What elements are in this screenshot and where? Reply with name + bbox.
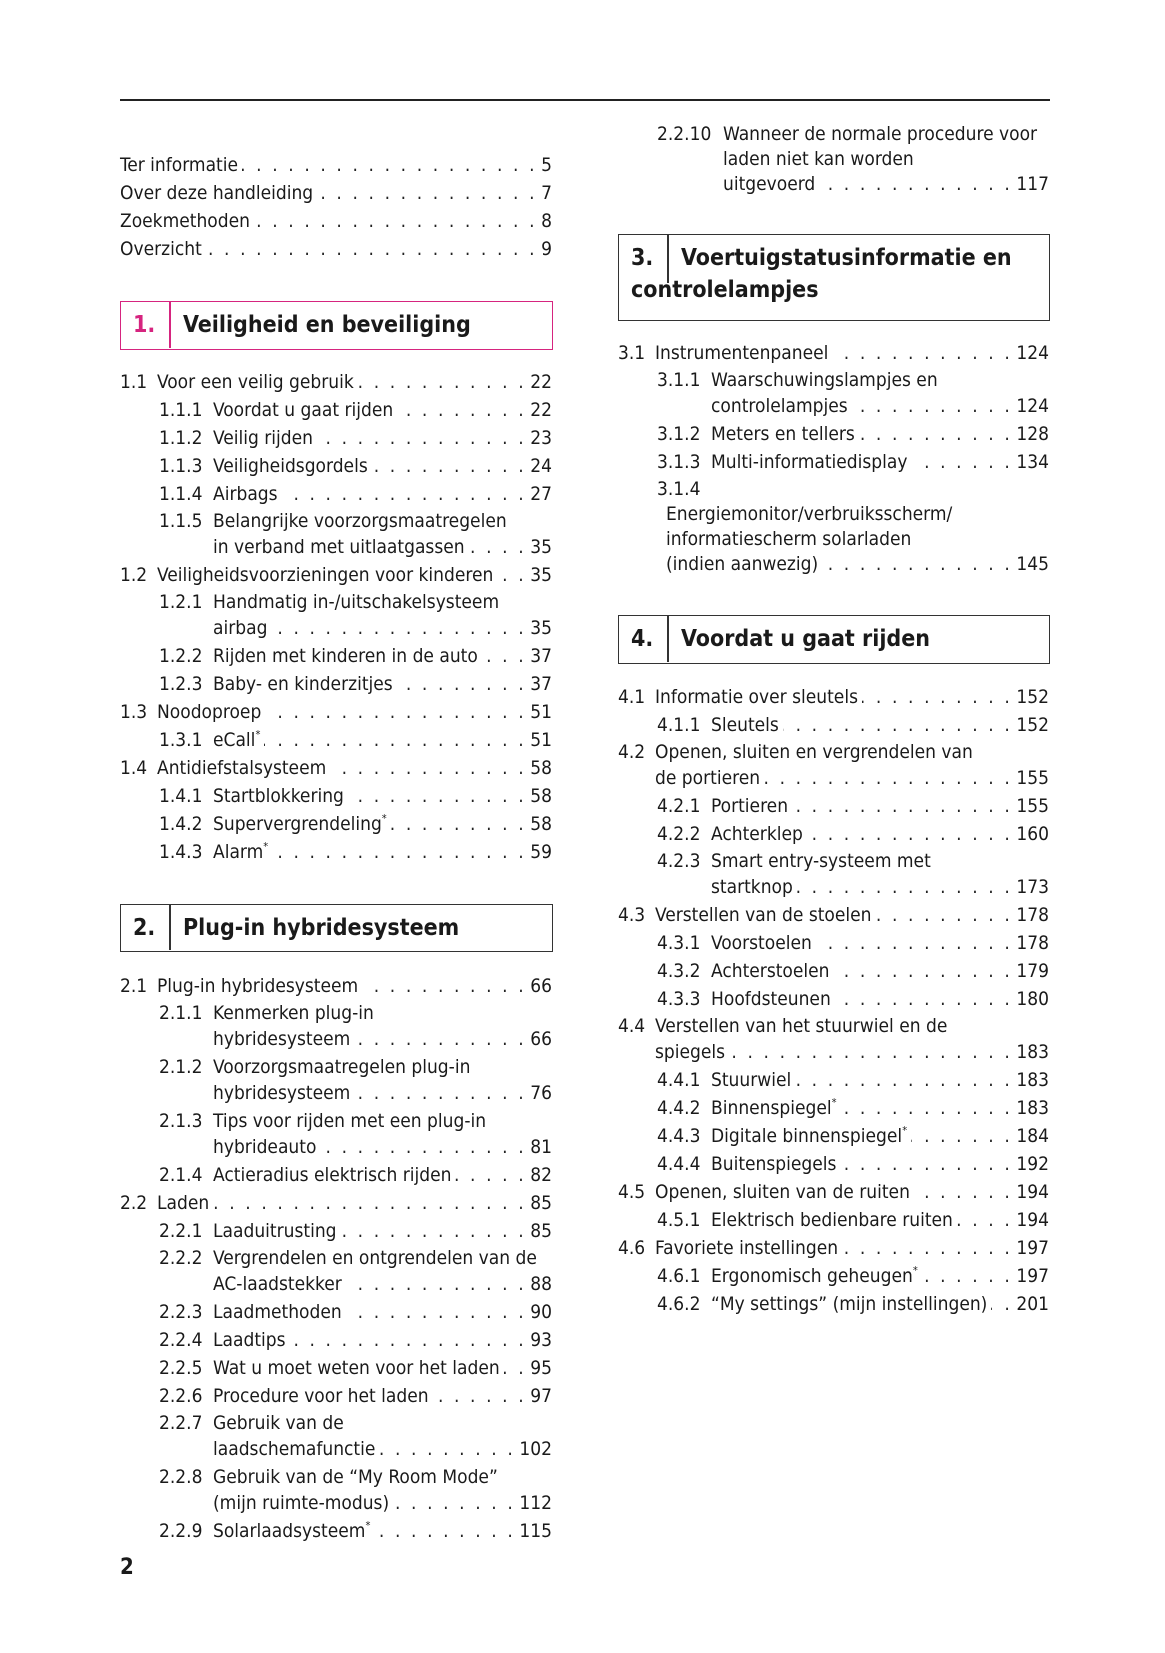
leader-dots: [379, 1435, 515, 1463]
toc-entry-2-2-4[interactable]: 2.2.4 Laadtips . . . 93: [159, 1326, 552, 1354]
leader-dots: [957, 1206, 1012, 1234]
leader-dots: [792, 792, 1012, 820]
toc-entry-1-4[interactable]: 1.4 Antidiefstalsysteem . . . 58: [120, 754, 552, 782]
toc-entry-2-1-3-line1[interactable]: 2.1.3 Tips voor rijden met een plug-in: [159, 1110, 487, 1132]
optional-equipment-asterisk: *: [263, 840, 269, 853]
chapter-3-heading[interactable]: [618, 234, 1050, 321]
toc-entry-4-6-1[interactable]: 4.6.1 Ergonomisch geheugen* . . . 197: [657, 1262, 1049, 1290]
toc-entry-4-5[interactable]: 4.5 Openen, sluiten van de ruiten . . . 194: [618, 1178, 1049, 1206]
toc-entry-3-1-3[interactable]: 3.1.3 Multi-informatiedisplay . . . 134: [657, 448, 1049, 476]
header-rule: [120, 99, 1050, 101]
toc-entry-4-4-2[interactable]: 4.4.2 Binnenspiegel* . . . 183: [657, 1094, 1049, 1122]
leader-dots: [764, 764, 1012, 792]
leader-dots: [497, 561, 526, 589]
toc-entry-2-1-4[interactable]: 2.1.4 Actieradius elektrisch rijden . . . 82: [159, 1161, 552, 1189]
toc-entry-1-2-2[interactable]: 1.2.2 Rijden met kinderen in de auto . . . 37: [159, 642, 552, 670]
toc-entry-3-1-4-line1: Energiemonitor/verbruiksscherm/: [666, 503, 953, 525]
leader-dots: [272, 838, 526, 866]
toc-entry-1-4-1[interactable]: 1.4.1 Startblokkering . . . 58: [159, 782, 552, 810]
toc-entry-2-1-3[interactable]: hybrideauto . . . 81: [213, 1133, 552, 1161]
toc-entry-1-2[interactable]: 1.2 Veiligheidsvoorzieningen voor kinderen . . . 35: [120, 561, 552, 589]
toc-entry-1-2-1-line1[interactable]: 1.2.1 Handmatig in-/uitschakelsysteem: [159, 591, 500, 613]
leader-dots: [842, 1234, 1012, 1262]
toc-entry-2-2-10[interactable]: uitgevoerd . . . 117: [723, 170, 1049, 198]
optional-equipment-asterisk: *: [902, 1124, 908, 1137]
leader-dots: [912, 448, 1013, 476]
toc-entry-ter-informatie[interactable]: Ter informatie . . . 5: [120, 151, 552, 179]
leader-dots: [282, 480, 527, 508]
leader-dots: [330, 754, 526, 782]
chapter-divider: [169, 302, 171, 348]
chapter-divider: [169, 905, 171, 950]
leader-dots: [254, 207, 537, 235]
leader-dots: [346, 1298, 527, 1326]
toc-entry-2-2-7-line1[interactable]: 2.2.7 Gebruik van de: [159, 1412, 344, 1434]
toc-entry-4-3-2[interactable]: 4.3.2 Achterstoelen . . . 179: [657, 957, 1049, 985]
leader-dots: [341, 1217, 527, 1245]
toc-entry-1-4-2[interactable]: 1.4.2 Supervergrendeling* . . . 58: [159, 810, 552, 838]
leader-dots: [206, 235, 537, 263]
toc-entry-1-1-5[interactable]: in verband met uitlaatgassen . . . 35: [213, 533, 552, 561]
leader-dots: [397, 670, 527, 698]
chapter-number: 1.: [133, 312, 156, 338]
leader-dots: [393, 1489, 515, 1517]
leader-dots: [354, 1025, 526, 1053]
leader-dots: [876, 901, 1013, 929]
leader-dots: [264, 726, 526, 754]
leader-dots: [911, 1122, 1012, 1150]
toc-entry-1-1-5-line1[interactable]: 1.1.5 Belangrijke voorzorgsmaatregelen: [159, 510, 507, 532]
leader-dots: [819, 170, 1012, 198]
leader-dots: [362, 972, 526, 1000]
leader-dots: [914, 1178, 1012, 1206]
toc-entry-3-1-4-line2: informatiescherm solarladen: [666, 528, 912, 550]
toc-entry-1-1-2[interactable]: 1.1.2 Veilig rijden . . . 23: [159, 424, 552, 452]
toc-entry-4-4-line1[interactable]: 4.4 Verstellen van het stuurwiel en de: [618, 1015, 948, 1037]
toc-entry-1-3[interactable]: 1.3 Noodoproep . . . 51: [120, 698, 552, 726]
toc-entry-4-3-1[interactable]: 4.3.1 Voorstoelen . . . 178: [657, 929, 1049, 957]
toc-entry-1-1-1[interactable]: 1.1.1 Voordat u gaat rijden . . . 22: [159, 396, 552, 424]
leader-dots: [265, 698, 526, 726]
leader-dots: [783, 711, 1013, 739]
toc-entry-4-2-3[interactable]: startknop . . . 173: [711, 873, 1049, 901]
leader-dots: [482, 642, 526, 670]
chapter-4-heading[interactable]: [618, 615, 1050, 664]
leader-dots: [242, 151, 537, 179]
toc-entry-3-1[interactable]: 3.1 Instrumentenpaneel . . . 124: [618, 339, 1049, 367]
chapter-number: 4.: [631, 626, 654, 652]
leader-dots: [729, 1038, 1012, 1066]
toc-entry-4-6-2[interactable]: 4.6.2 “My settings” (mijn instellingen) . . . 201: [657, 1290, 1049, 1318]
leader-dots: [397, 396, 526, 424]
leader-dots: [922, 1262, 1013, 1290]
toc-entry-2-2-10-line1[interactable]: 2.2.10 Wanneer de normale procedure voor: [657, 123, 1038, 145]
optional-equipment-asterisk: *: [255, 728, 261, 741]
toc-entry-4-6[interactable]: 4.6 Favoriete instellingen . . . 197: [618, 1234, 1049, 1262]
leader-dots: [822, 550, 1012, 578]
leader-dots: [346, 1270, 526, 1298]
toc-entry-2-1-2-line1[interactable]: 2.1.2 Voorzorgsmaatregelen plug-in: [159, 1056, 471, 1078]
leader-dots: [290, 1326, 527, 1354]
toc-entry-2-2-10-line2: laden niet kan worden: [723, 148, 914, 170]
leader-dots: [852, 392, 1013, 420]
toc-entry-2-1-1-line1[interactable]: 2.1.1 Kenmerken plug-in: [159, 1002, 374, 1024]
leader-dots: [469, 533, 527, 561]
toc-entry-1-2-3[interactable]: 1.2.3 Baby- en kinderzitjes . . . 37: [159, 670, 552, 698]
chapter-title: Voertuigstatusinformatie en: [681, 245, 1012, 271]
leader-dots: [372, 452, 527, 480]
leader-dots: [348, 782, 526, 810]
chapter-number: 3.: [631, 245, 654, 271]
toc-entry-4-4-4[interactable]: 4.4.4 Buitenspiegels . . . 192: [657, 1150, 1049, 1178]
toc-entry-1-1[interactable]: 1.1 Voor een veilig gebruik . . . 22: [120, 368, 552, 396]
toc-entry-2-2-5[interactable]: 2.2.5 Wat u moet weten voor het laden . . . 95: [159, 1354, 552, 1382]
toc-entry-2-2-9[interactable]: 2.2.9 Solarlaadsysteem* . . . 115: [159, 1517, 552, 1545]
leader-dots: [358, 368, 526, 396]
toc-entry-2-1[interactable]: 2.1 Plug-in hybridesysteem . . . 66: [120, 972, 552, 1000]
toc-entry-4-2-1[interactable]: 4.2.1 Portieren . . . 155: [657, 792, 1049, 820]
leader-dots: [841, 1094, 1013, 1122]
page-number: 2: [120, 1555, 134, 1580]
toc-entry-1-1-3[interactable]: 1.1.3 Veiligheidsgordels . . . 24: [159, 452, 552, 480]
toc-entry-4-4-3[interactable]: 4.4.3 Digitale binnenspiegel* . . . 184: [657, 1122, 1049, 1150]
leader-dots: [840, 1150, 1012, 1178]
leader-dots: [835, 985, 1013, 1013]
leader-dots: [504, 1354, 527, 1382]
leader-dots: [832, 339, 1012, 367]
toc-entry-1-1-4[interactable]: 1.1.4 Airbags . . . 27: [159, 480, 552, 508]
toc-entry-4-4[interactable]: spiegels . . . 183: [655, 1038, 1049, 1066]
chapter-1-heading[interactable]: [120, 301, 553, 350]
leader-dots: [797, 873, 1013, 901]
chapter-divider: [667, 616, 669, 662]
leader-dots: [317, 424, 526, 452]
toc-entry-4-2-line1[interactable]: 4.2 Openen, sluiten en vergrendelen van: [618, 741, 973, 763]
toc-entry-2-1-2[interactable]: hybridesysteem . . . 76: [213, 1079, 552, 1107]
leader-dots: [859, 420, 1013, 448]
chapter-2-heading[interactable]: [120, 904, 553, 952]
leader-dots: [807, 820, 1013, 848]
toc-entry-3-1-4[interactable]: (indien aanwezig) . . . 145: [666, 550, 1049, 578]
leader-dots: [991, 1290, 1012, 1318]
chapter-title: Voordat u gaat rijden: [681, 626, 930, 652]
toc-entry-3-1-4-number[interactable]: 3.1.4: [657, 478, 701, 500]
toc-entry-1-4-3[interactable]: 1.4.3 Alarm* . . . 59: [159, 838, 552, 866]
toc-entry-3-1-2[interactable]: 3.1.2 Meters en tellers . . . 128: [657, 420, 1049, 448]
leader-dots: [213, 1189, 526, 1217]
toc-entry-1-3-1[interactable]: 1.3.1 eCall* . . . 51: [159, 726, 552, 754]
toc-entry-2-2-3[interactable]: 2.2.3 Laadmethoden . . . 90: [159, 1298, 552, 1326]
toc-entry-2-2[interactable]: 2.2 Laden . . . 85: [120, 1189, 552, 1217]
chapter-title-line2: controlelampjes: [631, 277, 819, 303]
toc-entry-1-2-1[interactable]: airbag . . . 35: [213, 614, 552, 642]
toc-entry-2-2-2-line1[interactable]: 2.2.2 Vergrendelen en ontgrendelen van de: [159, 1247, 537, 1269]
leader-dots: [391, 810, 527, 838]
toc-entry-2-2-7[interactable]: laadschemafunctie . . . 102: [213, 1435, 552, 1463]
leader-dots: [317, 179, 537, 207]
leader-dots: [271, 614, 526, 642]
toc-entry-2-2-6[interactable]: 2.2.6 Procedure voor het laden . . . 97: [159, 1382, 552, 1410]
toc-entry-4-1[interactable]: 4.1 Informatie over sleutels . . . 152: [618, 683, 1049, 711]
leader-dots: [320, 1133, 526, 1161]
toc-entry-4-4-1[interactable]: 4.4.1 Stuurwiel . . . 183: [657, 1066, 1049, 1094]
optional-equipment-asterisk: *: [912, 1264, 918, 1277]
optional-equipment-asterisk: *: [365, 1519, 371, 1532]
toc-entry-2-2-2[interactable]: AC-laadstekker . . . 88: [213, 1270, 552, 1298]
leader-dots: [834, 957, 1013, 985]
leader-dots: [374, 1517, 515, 1545]
toc-entry-overzicht[interactable]: Overzicht . . . 9: [120, 235, 552, 263]
leader-dots: [816, 929, 1013, 957]
leader-dots: [354, 1079, 526, 1107]
leader-dots: [455, 1161, 526, 1189]
toc-entry-4-2[interactable]: de portieren . . . 155: [655, 764, 1049, 792]
leader-dots: [862, 683, 1012, 711]
optional-equipment-asterisk: *: [831, 1096, 837, 1109]
toc-entry-2-2-8-line1[interactable]: 2.2.8 Gebruik van de “My Room Mode”: [159, 1466, 498, 1488]
chapter-number: 2.: [133, 915, 156, 941]
toc-entry-4-2-3-line1[interactable]: 4.2.3 Smart entry-systeem met: [657, 850, 931, 872]
toc-entry-4-3-3[interactable]: 4.3.3 Hoofdsteunen . . . 180: [657, 985, 1049, 1013]
toc-entry-3-1-1[interactable]: controlelampjes . . . 124: [711, 392, 1049, 420]
toc-entry-2-2-1[interactable]: 2.2.1 Laaduitrusting . . . 85: [159, 1217, 552, 1245]
optional-equipment-asterisk: *: [381, 812, 387, 825]
toc-entry-2-1-1[interactable]: hybridesysteem . . . 66: [213, 1025, 552, 1053]
toc-entry-4-5-1[interactable]: 4.5.1 Elektrisch bedienbare ruiten . . . 194: [657, 1206, 1049, 1234]
leader-dots: [433, 1382, 527, 1410]
chapter-title: Plug-in hybridesysteem: [183, 915, 460, 941]
toc-entry-2-2-8[interactable]: (mijn ruimte-modus) . . . 112: [213, 1489, 552, 1517]
toc-entry-over-deze-handleiding[interactable]: Over deze handleiding . . . 7: [120, 179, 552, 207]
toc-entry-4-3[interactable]: 4.3 Verstellen van de stoelen . . . 178: [618, 901, 1049, 929]
toc-entry-4-1-1[interactable]: 4.1.1 Sleutels . . . 152: [657, 711, 1049, 739]
toc-entry-4-2-2[interactable]: 4.2.2 Achterklep . . . 160: [657, 820, 1049, 848]
toc-entry-3-1-1-line1[interactable]: 3.1.1 Waarschuwingslampjes en: [657, 369, 938, 391]
chapter-title: Veiligheid en beveiliging: [183, 312, 471, 338]
toc-entry-zoekmethoden[interactable]: Zoekmethoden . . . 8: [120, 207, 552, 235]
leader-dots: [795, 1066, 1012, 1094]
